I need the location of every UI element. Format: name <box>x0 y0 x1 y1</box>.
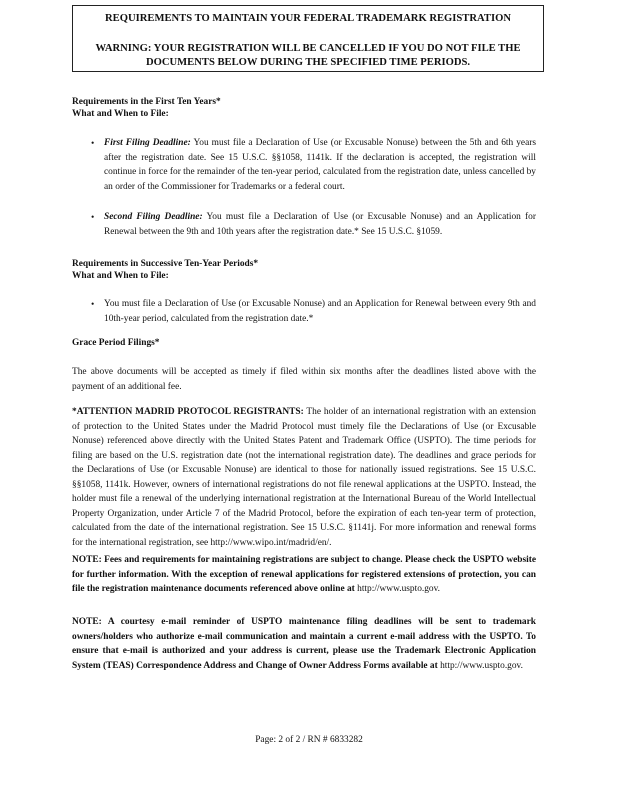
note-email-paragraph <box>72 615 536 673</box>
second-filing-bullet <box>104 210 536 239</box>
bullet-icon: • <box>91 300 95 310</box>
first-ten-subtitle: What and When to File: <box>72 109 169 119</box>
second-filing-text: You must file a Declaration of Use (or Excusable Nonuse) and an Application for Renewal between the 9th and 10th years after the registration date.* See 15 U.S.C. §1059. <box>104 212 536 237</box>
first-filing-bullet <box>104 136 536 194</box>
note-email-text: NOTE: A courtesy e-mail reminder of USPTO maintenance filing deadlines will be sent to trademark owners/holders who authorize e-mail communication and maintain a current e-mail address with the USPTO. To ensure that e-mail is authorized and your address is current, please use the Trademark Electronic Application System (TEAS) Correspondence Address and Change of Owner Address Forms available at <box>72 617 536 671</box>
note-fees-paragraph <box>72 553 536 597</box>
first-filing-text: You must file a Declaration of Use (or Excusable Nonuse) between the 5th and 6th years after the registration date. See 15 U.S.C. §§1058, 1141k. If the declaration is accepted, the registration will continue in force for the remainder of the ten-year period, calculated from the registration date, unless cancelled by an order of the Commissioner for Trademarks or a federal court. <box>104 138 536 192</box>
bullet-icon: • <box>91 139 95 149</box>
first-ten-title: Requirements in the First Ten Years* <box>72 97 221 107</box>
second-filing-label: Second Filing Deadline: <box>104 212 203 222</box>
successive-bullet: You must file a Declaration of Use (or Excusable Nonuse) and an Application for Renewal between every 9th and 10th-year period, calculated from the registration date.* <box>104 299 536 324</box>
successive-subtitle: What and When to File: <box>72 271 169 281</box>
madrid-text: The holder of an international registration with an extension of protection to the United States under the Madrid Protocol must timely file the Declarations of Use (or Excusable Nonuse) referenced above directly with the United States Patent and Trademark Office (USPTO). The time periods for filing are based on the U.S. registration date (not the international registration date). The deadlines and grace periods for the Declarations of Use (or Excusable Nonuse) are identical to those for nationally issued registrations. See 15 U.S.C. §§1058, 1141k. However, owners of international registrations do not file renewal applications at the USPTO. Instead, the holder must file a renewal of the underlying international registration at the International Bureau of the World Intellectual Property Organization, under Article 7 of the Madrid Protocol, before the expiration of each ten-year term of protection, calculated from the date of the international registration. See 15 U.S.C. §1141j. For more information and renewal forms for the international registration, see http://www.wipo.int/madrid/en/. <box>72 407 536 548</box>
madrid-label: *ATTENTION MADRID PROTOCOL REGISTRANTS: <box>72 407 304 417</box>
note-fees-link[interactable]: http://www.uspto.gov. <box>357 584 441 594</box>
grace-text: The above documents will be accepted as timely if filed within six months after the deadlines listed above with the payment of an additional fee. <box>72 367 536 392</box>
warning-header-box <box>72 5 544 72</box>
madrid-paragraph <box>72 405 536 550</box>
bullet-icon: • <box>91 213 95 223</box>
header-title: REQUIREMENTS TO MAINTAIN YOUR FEDERAL TRADEMARK REGISTRATION <box>105 13 511 24</box>
grace-title: Grace Period Filings* <box>72 338 160 348</box>
header-warning: WARNING: YOUR REGISTRATION WILL BE CANCELLED IF YOU DO NOT FILE THE DOCUMENTS BELOW DURING THE SPECIFIED TIME PERIODS. <box>95 43 521 68</box>
first-filing-label: First Filing Deadline: <box>104 138 191 148</box>
page-footer: Page: 2 of 2 / RN # 6833282 <box>255 735 363 745</box>
note-email-link[interactable]: http://www.uspto.gov. <box>440 660 523 671</box>
successive-title: Requirements in Successive Ten-Year Periods* <box>72 259 259 269</box>
note-fees-text: NOTE: Fees and requirements for maintaining registrations are subject to change. Please check the USPTO website for further information. With the exception of renewal applications for registered extensions of protection, you can file the registration maintenance documents referenced above online at <box>72 555 536 594</box>
